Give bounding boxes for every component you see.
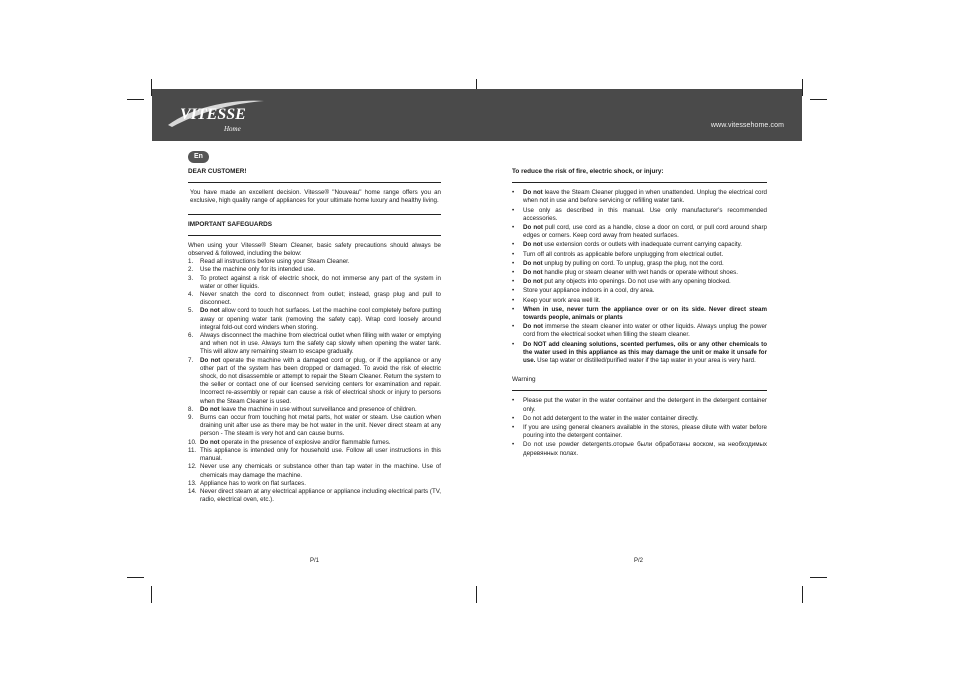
- bullet-icon: •: [512, 224, 515, 232]
- bullet-icon: •: [512, 250, 515, 258]
- safeguards-intro: When using your Vitesse® Steam Cleaner, basic safety precautions should always be observed & followed, including the below:: [188, 241, 441, 258]
- risk-item: [512, 224, 767, 240]
- item-text: Never snatch the cord to disconnect from outlet; instead, grasp plug and pull to disconnect.: [200, 291, 441, 307]
- safeguard-item: [188, 266, 441, 274]
- bullet-icon: •: [512, 397, 515, 405]
- website-url[interactable]: www.vitessehome.com: [710, 122, 784, 129]
- item-text: Do not use powder detergents.оторые были обработаны воском, на необходимых деревянных полах.: [523, 441, 767, 457]
- risk-item: [512, 260, 767, 268]
- safeguards-title: IMPORTANT SAFEGUARDS: [188, 220, 273, 228]
- warning-item: [512, 441, 767, 457]
- crop-mark: [810, 99, 827, 100]
- item-number: 12.: [188, 463, 197, 471]
- item-bold-text: Do not: [523, 269, 543, 277]
- risk-item: [512, 341, 767, 366]
- item-number: 6.: [188, 332, 194, 340]
- bullet-icon: •: [512, 323, 515, 331]
- safeguard-item: [188, 463, 441, 479]
- item-text: To protect against a risk of electric shock, do not immerse any part of the system in water or other liquids.: [200, 274, 441, 290]
- item-number: 14.: [188, 487, 197, 495]
- crop-mark: [151, 586, 152, 603]
- item-text: Read all instructions before using your Steam Cleaner.: [200, 258, 350, 266]
- item-number: 3.: [188, 274, 194, 282]
- risk-list: [512, 189, 767, 365]
- bullet-icon: •: [512, 305, 515, 313]
- item-bold-text: Do not: [523, 259, 543, 267]
- item-text: Please put the water in the water container and the detergent in the detergent container only.: [523, 397, 767, 413]
- item-text: This appliance is intended only for household use. Follow all user instructions in this manual.: [200, 446, 441, 463]
- crop-mark: [810, 577, 827, 578]
- item-bold-text: Do not: [200, 438, 220, 446]
- item-text: operate in the presence of explosive and/or flammable fumes.: [219, 438, 391, 446]
- item-text: handle plug or steam cleaner with wet hands or operate without shoes.: [542, 269, 738, 277]
- item-bold-text: Do not: [523, 224, 543, 232]
- item-number: 7.: [188, 356, 194, 364]
- item-text: Appliance has to work on flat surfaces.: [200, 479, 306, 487]
- item-text: Use only as described in this manual. Use only manufacturer's recommended accessories.: [523, 206, 767, 222]
- item-text: Use tap water or distilled/purified water if the tap water in your area is very hard.: [535, 357, 756, 365]
- safeguards-list: [188, 258, 441, 504]
- bullet-icon: •: [512, 340, 515, 348]
- crop-mark: [127, 577, 144, 578]
- right-page: [512, 168, 767, 459]
- item-bold-text: Do not: [523, 189, 543, 197]
- item-text: immerse the steam cleaner into water or other liquids. Always unplug the power cord from the electrical socket when filling the steam cleaner.: [523, 323, 767, 339]
- page-number-right: P/2: [634, 558, 644, 564]
- safeguard-item: [188, 275, 441, 291]
- bullet-icon: •: [512, 414, 515, 422]
- item-text: Turn off all controls as applicable before unplugging from electrical outlet.: [523, 250, 724, 258]
- item-number: 5.: [188, 307, 194, 315]
- safeguard-item: [188, 291, 441, 307]
- item-text: Never direct steam at any electrical appliance or appliance including electrical parts (TV, radio, electrical oven, etc.).: [200, 487, 441, 504]
- risk-item: [512, 278, 767, 286]
- warning-title: Warning: [512, 376, 536, 384]
- safeguard-item: [188, 357, 441, 406]
- warning-item: [512, 397, 767, 413]
- crop-mark: [802, 586, 803, 603]
- risk-item: [512, 297, 767, 305]
- bullet-icon: •: [512, 241, 515, 249]
- divider: [188, 182, 441, 183]
- item-bold-text: Do not: [523, 323, 543, 331]
- item-text: Do not add detergent to the water in the water container directly.: [523, 414, 699, 422]
- item-number: 9.: [188, 414, 194, 422]
- item-text: allow cord to touch hot surfaces. Let the machine cool completely before putting away or opening water tank (removing the safety cap). Wrap cord loosely around integral fold-out cord winders when storing.: [200, 307, 442, 331]
- logo-subtitle: Home: [224, 125, 241, 133]
- dear-customer-title: DEAR CUSTOMER!: [188, 168, 247, 175]
- item-bold-text: Do not: [523, 278, 543, 286]
- bullet-icon: •: [512, 287, 515, 295]
- item-number: 4.: [188, 291, 194, 299]
- item-text: put any objects into openings. Do not use with any opening blocked.: [542, 278, 731, 286]
- item-bold-text: Do not: [200, 307, 220, 315]
- bullet-icon: •: [512, 424, 515, 432]
- risk-item: [512, 207, 767, 223]
- item-number: 13.: [188, 479, 197, 487]
- safeguard-item: [188, 488, 441, 504]
- safeguard-item: [188, 307, 441, 332]
- crop-mark: [476, 586, 477, 603]
- safeguard-item: [188, 258, 441, 266]
- bullet-icon: •: [512, 189, 515, 197]
- page-number-left: P/1: [310, 558, 320, 564]
- item-text: Keep your work area well lit.: [523, 296, 601, 304]
- warning-list: [512, 397, 767, 457]
- logo-wordmark: VITESSE: [180, 106, 246, 123]
- item-number: 10.: [188, 438, 197, 446]
- risk-item: [512, 269, 767, 277]
- risk-item: [512, 287, 767, 295]
- crop-mark: [127, 99, 144, 100]
- item-text: If you are using general cleaners available in the stores, please dilute with water before pouring into the detergent container.: [523, 424, 767, 440]
- item-bold-text: Do NOT add cleaning solutions, scented perfumes, oils or any other chemicals to the water used in this appliance as this may damage the unit or make it unsafe for use.: [523, 340, 767, 365]
- warning-item: [512, 415, 767, 423]
- divider: [512, 390, 767, 391]
- item-text: use extension cords or outlets with inadequate current carrying capacity.: [542, 241, 742, 249]
- item-number: 8.: [188, 405, 194, 413]
- item-text: Always disconnect the machine from electrical outlet when filling with water or emptying and when not in use. Always turn the safety cap slowly when opening the water tank. This will allow any remaining steam to escape gradually.: [200, 332, 441, 356]
- item-text: pull cord, use cord as a handle, close a door on cord, or pull cord around sharp edges or corners. Keep cord away from heated surfaces.: [523, 224, 767, 240]
- safeguard-item: [188, 447, 441, 463]
- header-band: [152, 89, 802, 141]
- item-number: 11.: [188, 446, 197, 454]
- divider: [188, 235, 441, 236]
- risk-item: [512, 189, 767, 205]
- item-text: unplug by pulling on cord. To unplug, grasp the plug, not the cord.: [542, 259, 724, 267]
- safeguard-item: [188, 332, 441, 357]
- divider: [512, 182, 767, 183]
- bullet-icon: •: [512, 296, 515, 304]
- item-bold-text: Do not: [200, 405, 220, 413]
- risk-item: [512, 306, 767, 322]
- item-text: leave the machine in use without surveillance and presence of children.: [219, 405, 417, 413]
- warning-item: [512, 424, 767, 440]
- item-text: operate the machine with a damaged cord or plug, or if the appliance or any other part of the system has been dropped or damaged. To avoid the risk of electric shock, do not disassemble or attempt to repair the Steam Cleaner. Return the system to the seller or contact one of our licensed servicing centers for examination and repair. Incorrect re-assembly or repair can cause a risk of electrical shock or injury to persons when the Steam Cleaner is used.: [200, 356, 441, 405]
- safeguard-item: [188, 439, 441, 447]
- crop-mark: [802, 79, 803, 96]
- bullet-icon: •: [512, 259, 515, 267]
- bullet-icon: •: [512, 278, 515, 286]
- safeguard-item: [188, 480, 441, 488]
- item-text: Use the machine only for its intended use.: [200, 266, 316, 274]
- item-bold-text: When in use, never turn the appliance over or on its side. Never direct steam towards people, animals or plants: [523, 305, 767, 322]
- left-page: [188, 168, 441, 504]
- item-text: leave the Steam Cleaner plugged in when unattended. Unplug the electrical cord when not in use and before servicing or refilling water tank.: [523, 189, 767, 205]
- risk-item: [512, 323, 767, 339]
- vitesse-logo: [166, 95, 266, 135]
- bullet-icon: •: [512, 441, 515, 449]
- risk-item: [512, 241, 767, 249]
- item-text: Never use any chemicals or substance other than tap water in the machine. Use of chemicals may damage the machine.: [200, 463, 441, 479]
- item-number: 2.: [188, 266, 194, 274]
- item-bold-text: Do not: [523, 241, 543, 249]
- item-text: Burns can occur from touching hot metal parts, hot water or steam. Use caution when draining unit after use as there may be hot water in the unit. Never direct steam at any person - The steam is very hot and can cause burns.: [200, 414, 441, 438]
- bullet-icon: •: [512, 269, 515, 277]
- bullet-icon: •: [512, 206, 515, 214]
- item-text: Store your appliance indoors in a cool, dry area.: [523, 287, 655, 295]
- item-bold-text: Do not: [200, 356, 221, 364]
- risk-title: To reduce the risk of fire, electric shock, or injury:: [512, 168, 664, 175]
- risk-item: [512, 251, 767, 259]
- safeguard-item: [188, 406, 441, 414]
- item-number: 1.: [188, 258, 194, 266]
- intro-paragraph: You have made an excellent decision. Vitesse® "Nouveau" home range offers you an exclusive, high quality range of appliances for your ultimate home luxury and healthy living.: [190, 189, 441, 205]
- divider: [188, 214, 441, 215]
- safeguard-item: [188, 414, 441, 439]
- language-badge: En: [188, 151, 209, 163]
